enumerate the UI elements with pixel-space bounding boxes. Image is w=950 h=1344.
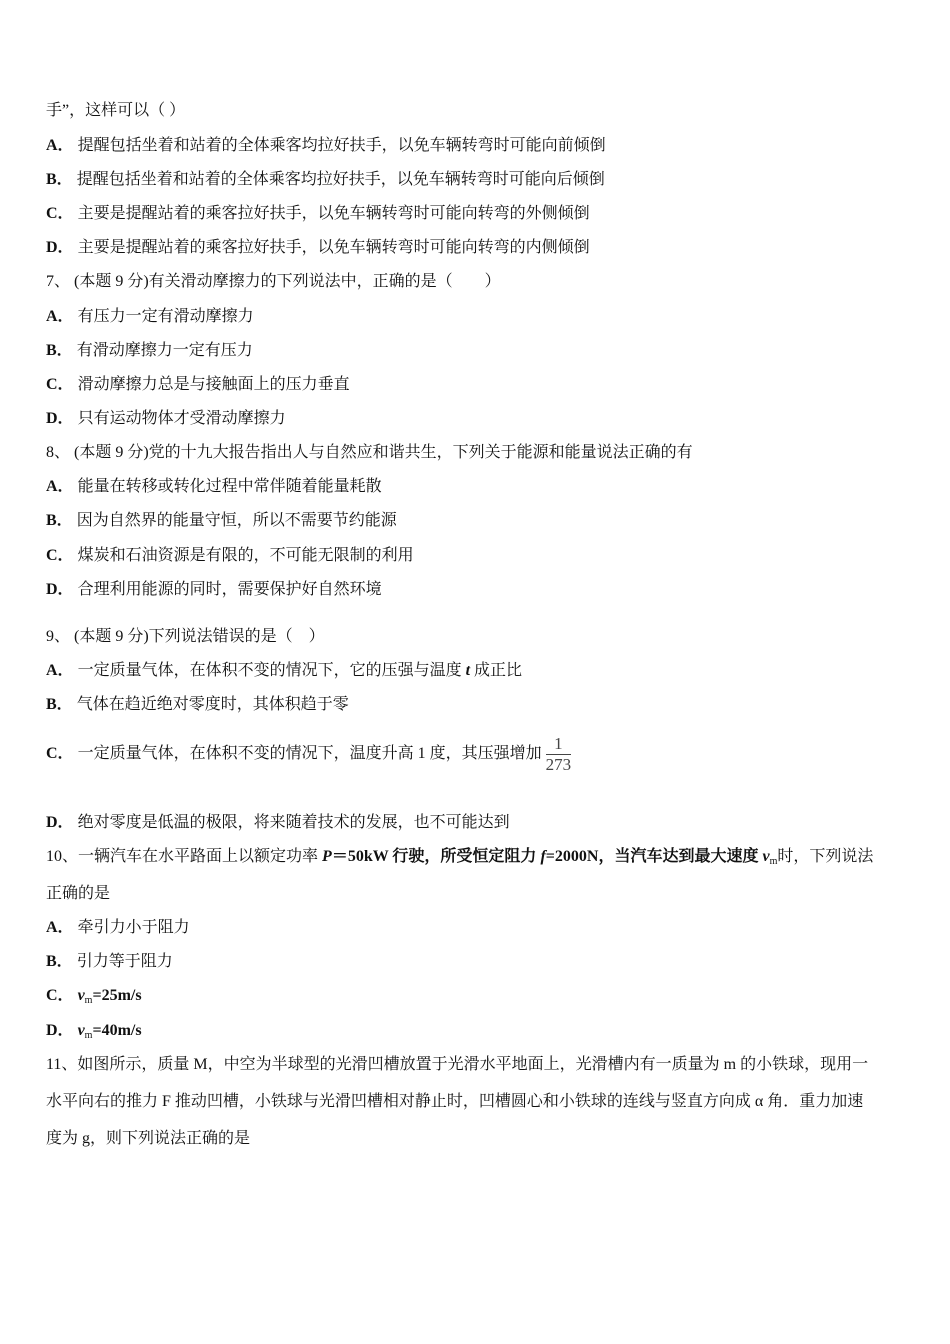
subscript: m (84, 1030, 93, 1041)
variable-t: t (465, 662, 471, 679)
variable-f: f (540, 848, 546, 865)
question-text: =2000N，当汽车达到最大速度 (545, 848, 763, 865)
variable-v: v (77, 1022, 85, 1039)
question-8-stem (46, 443, 693, 463)
option-text: 一定质量气体，在体积不变的情况下，它的压强与温度 (77, 662, 466, 679)
option-label: A． (46, 478, 74, 495)
option-text: =25m/s (92, 987, 142, 1004)
option-text: 有压力一定有滑动摩擦力 (77, 308, 254, 325)
option-text: 煤炭和石油资源是有限的，不可能无限制的利用 (77, 547, 414, 564)
question-text: (本题 9 分)下列说法错误的是（ ） (74, 628, 325, 645)
option-a (46, 661, 522, 681)
option-text: 绝对零度是低温的极限，将来随着技术的发展，也不可能达到 (77, 814, 510, 831)
option-text: 提醒包括坐着和站着的全体乘客均拉好扶手，以免车辆转弯时可能向前倾倒 (77, 137, 606, 154)
question-number: 11、 (46, 1056, 78, 1073)
option-a (46, 136, 606, 156)
option-text: 主要是提醒站着的乘客拉好扶手，以免车辆转弯时可能向转弯的内侧倾倒 (77, 239, 590, 256)
option-text: 合理利用能源的同时，需要保护好自然环境 (77, 581, 382, 598)
variable-p: P (322, 848, 332, 865)
option-label: A． (46, 137, 74, 154)
option-label: D． (46, 814, 74, 831)
option-a (46, 307, 254, 327)
option-label: B． (46, 171, 73, 188)
option-d (46, 580, 382, 600)
option-text: 气体在趋近绝对零度时，其体积趋于零 (76, 696, 349, 713)
question-7-stem (46, 272, 501, 292)
option-label: C． (46, 205, 74, 222)
option-text: 有滑动摩擦力一定有压力 (76, 342, 253, 359)
option-b (46, 170, 605, 190)
question-text: 一辆汽车在水平路面上以额定功率 (78, 848, 323, 865)
option-text: 因为自然界的能量守恒，所以不需要节约能源 (76, 512, 397, 529)
option-label: B． (46, 953, 73, 970)
fraction-denominator: 273 (545, 754, 572, 774)
option-b (46, 695, 349, 715)
option-text: 成正比 (470, 662, 523, 679)
option-text: 只有运动物体才受滑动摩擦力 (77, 410, 286, 427)
option-label: B． (46, 342, 73, 359)
option-b (46, 341, 253, 361)
subscript: m (84, 995, 93, 1006)
option-text: 滑动摩擦力总是与接触面上的压力垂直 (77, 376, 350, 393)
option-b (46, 952, 173, 972)
option-label: C． (46, 547, 74, 564)
option-label: B． (46, 696, 73, 713)
fraction (546, 734, 572, 775)
fraction-numerator: 1 (546, 734, 572, 755)
option-c (46, 986, 142, 1011)
variable-v: v (77, 987, 85, 1004)
option-text: =40m/s (92, 1022, 142, 1039)
question-number: 9、 (46, 628, 71, 645)
question-10-stem-line2: 正确的是 (46, 885, 111, 902)
option-label: D． (46, 239, 74, 256)
question-10-stem (46, 847, 873, 872)
option-c (46, 546, 414, 566)
option-text: 提醒包括坐着和站着的全体乘客均拉好扶手，以免车辆转弯时可能向后倾倒 (76, 171, 605, 188)
option-text: 引力等于阻力 (76, 953, 173, 970)
question-number: 7、 (46, 273, 71, 290)
option-text: 牵引力小于阻力 (77, 919, 190, 936)
question-text: (本题 9 分)有关滑动摩擦力的下列说法中，正确的是（ ） (74, 273, 501, 290)
option-label: A． (46, 662, 74, 679)
option-d (46, 813, 510, 833)
option-label: A． (46, 919, 74, 936)
option-c (46, 204, 590, 224)
question-text: 如图所示，质量 M，中空为半球型的光滑凹槽放置于光滑水平地面上，光滑槽内有一质量为 m 的小铁球，现用一 (77, 1056, 869, 1073)
question-11-stem (46, 1055, 868, 1075)
question-11-line3: 度为 g，则下列说法正确的是 (46, 1130, 251, 1147)
option-c (46, 731, 571, 777)
question-11-line2: 水平向右的推力 F 推动凹槽，小铁球与光滑凹槽相对静止时，凹槽圆心和小铁球的连线与竖直方向成 α 角．重力加速 (46, 1093, 864, 1110)
question-number: 10、 (46, 848, 79, 865)
question-text: ＝50kW 行驶，所受恒定阻力 (331, 848, 541, 865)
option-d (46, 409, 286, 429)
option-label: A． (46, 308, 74, 325)
option-d (46, 238, 590, 258)
option-label: B． (46, 512, 73, 529)
question-9-stem (46, 627, 325, 647)
option-label: C． (46, 376, 74, 393)
option-c (46, 375, 350, 395)
variable-v: v (762, 848, 770, 865)
question-number: 8、 (46, 444, 71, 461)
question-text: (本题 9 分)党的十九大报告指出人与自然应和谐共生，下列关于能源和能量说法正确的有 (74, 444, 693, 461)
option-text: 一定质量气体，在体积不变的情况下，温度升高 1 度，其压强增加 (77, 745, 542, 762)
option-label: C． (46, 745, 74, 762)
question-text: 时，下列说法 (777, 848, 874, 865)
option-label: D． (46, 410, 74, 427)
option-b (46, 511, 397, 531)
option-text: 能量在转移或转化过程中常伴随着能量耗散 (77, 478, 382, 495)
subscript: m (769, 856, 778, 867)
question-6-stem: 手”，这样可以（ ） (46, 102, 186, 119)
option-label: D． (46, 1022, 74, 1039)
option-a (46, 477, 382, 497)
option-a (46, 918, 190, 938)
option-text: 主要是提醒站着的乘客拉好扶手，以免车辆转弯时可能向转弯的外侧倾倒 (77, 205, 590, 222)
option-label: D． (46, 581, 74, 598)
option-d (46, 1021, 142, 1046)
option-label: C． (46, 987, 74, 1004)
